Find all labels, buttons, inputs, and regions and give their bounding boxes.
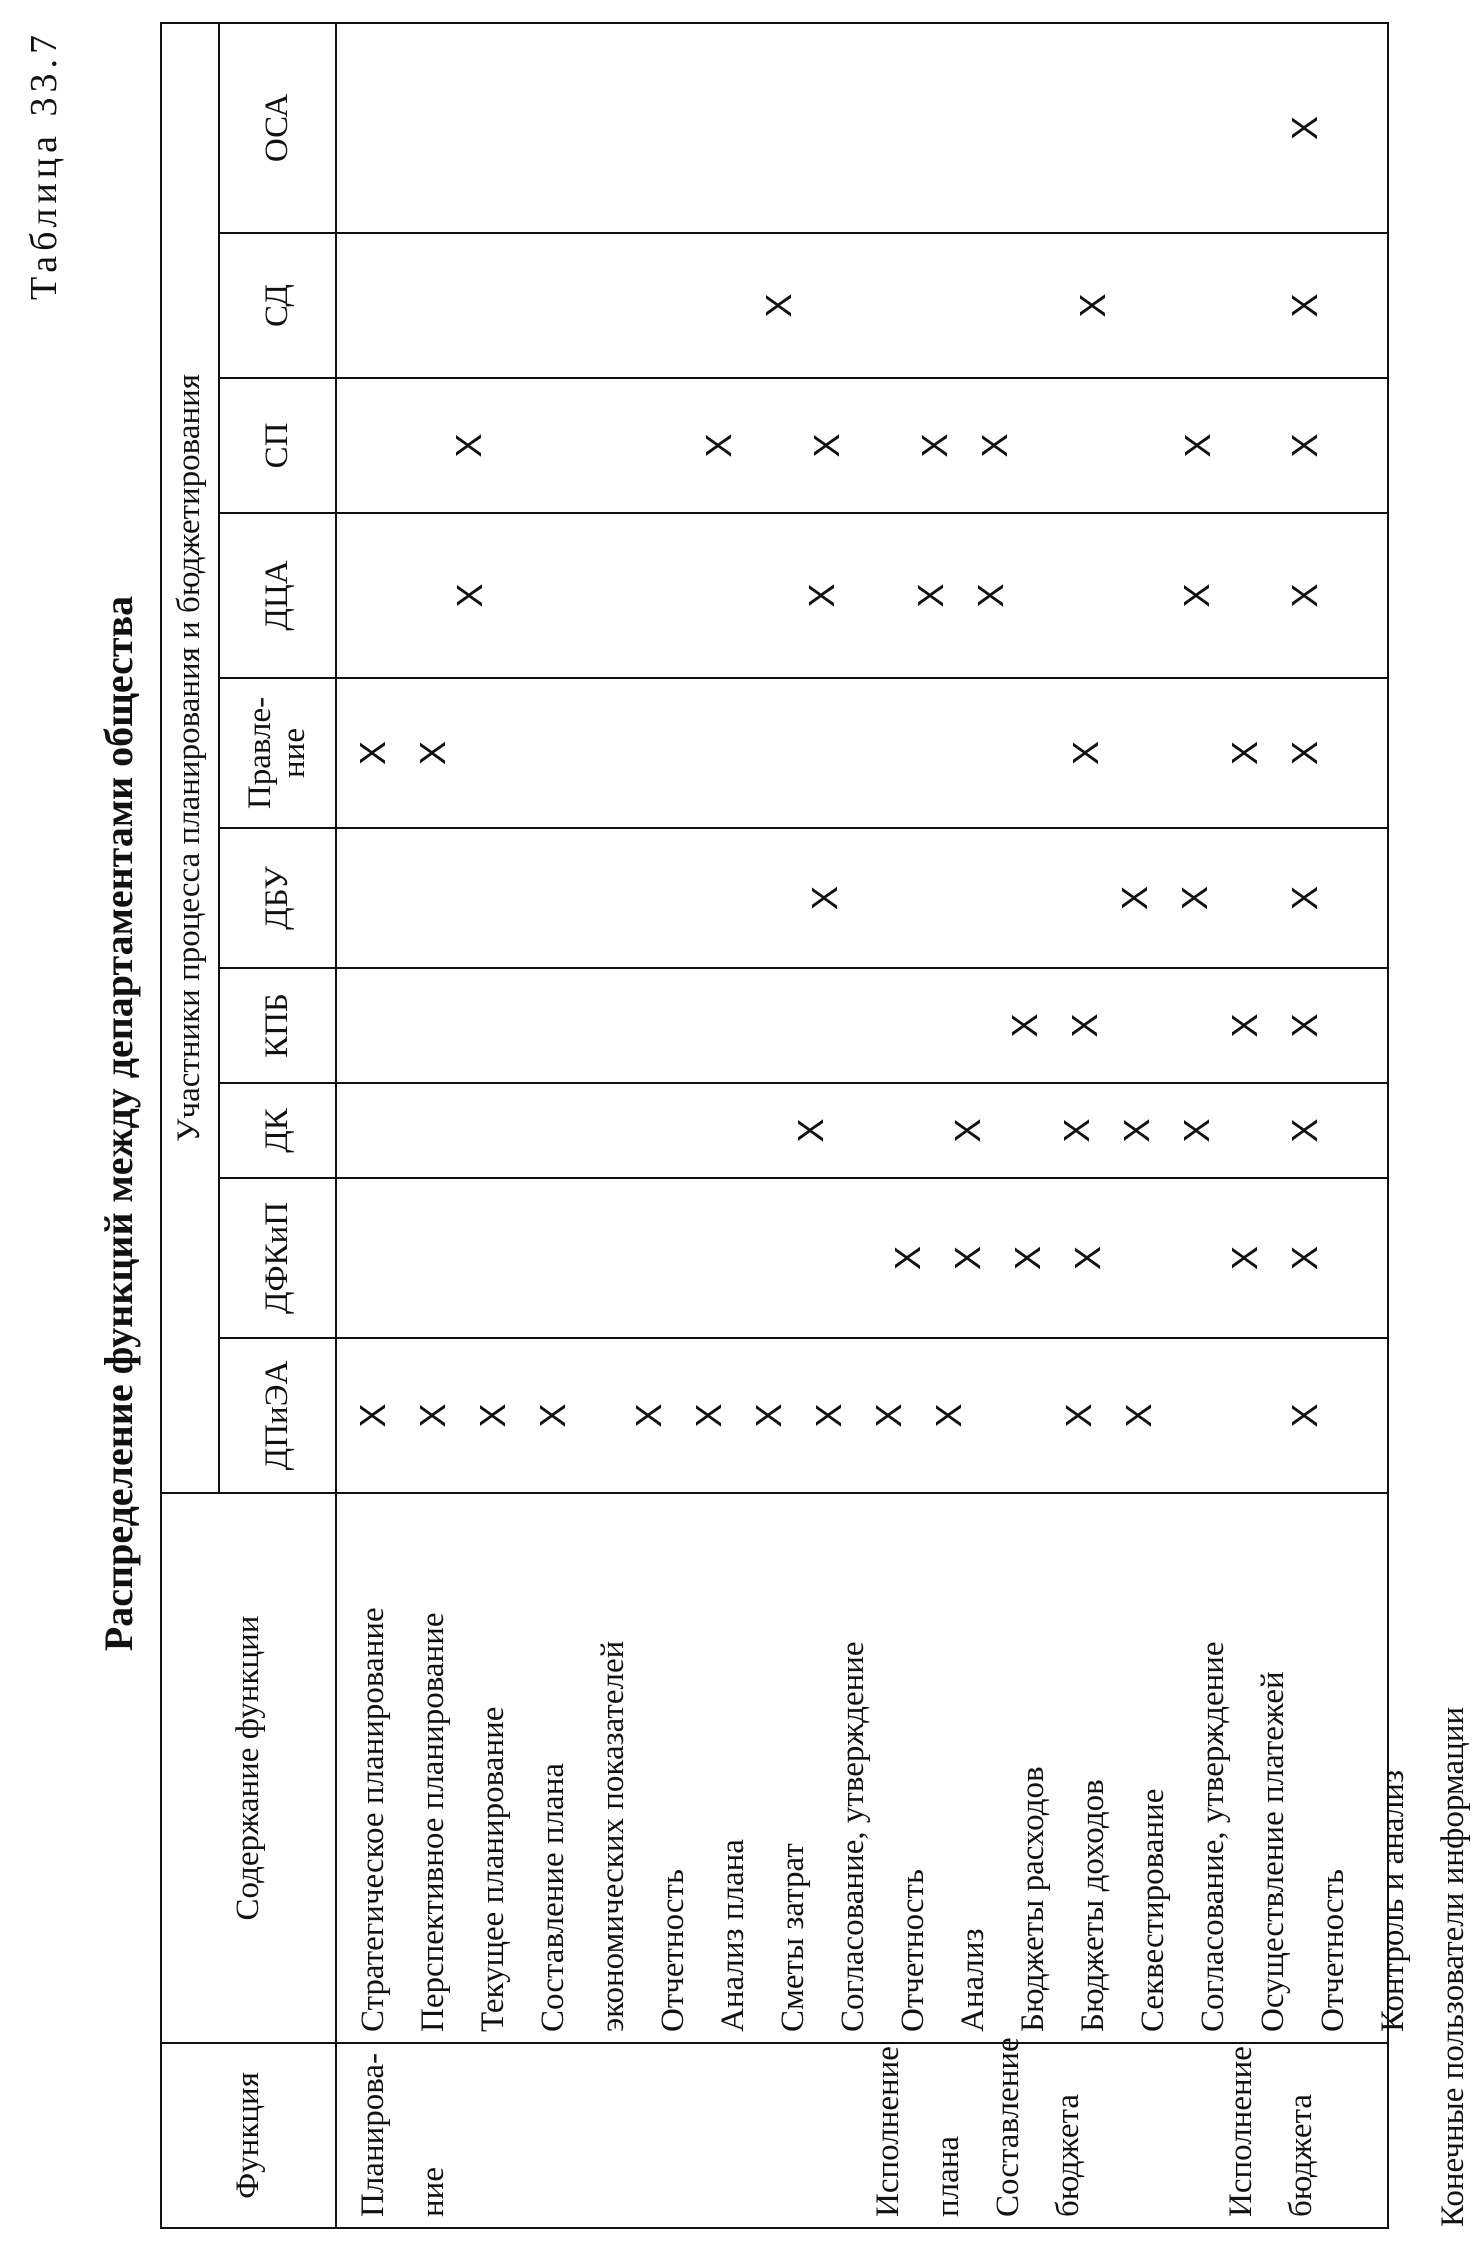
mark-cell <box>444 969 494 1082</box>
function-content-line: Анализ плана <box>715 1839 752 2032</box>
header-content: Содержание функции <box>161 1493 336 2043</box>
column-header: СД <box>219 233 337 378</box>
mark-cell <box>1118 514 1167 677</box>
mark-cell <box>644 969 694 1082</box>
mark-cell: X <box>1058 1403 1100 1428</box>
mark-cell <box>513 679 562 827</box>
mark-cell <box>744 514 793 677</box>
mark-cell <box>684 1179 733 1337</box>
mark-column <box>336 233 1388 378</box>
mark-cell <box>957 679 1006 827</box>
mark-cell <box>1116 679 1165 827</box>
mark-cell <box>1167 1179 1216 1337</box>
mark-cell <box>1021 514 1070 677</box>
mark-cell <box>635 1179 684 1337</box>
mark-cell: X <box>1115 1118 1157 1143</box>
mark-cell: X <box>352 1403 394 1428</box>
mark-cell: X <box>969 583 1011 608</box>
mark-cell <box>965 24 1017 232</box>
mark-cell <box>661 679 710 827</box>
mark-cell <box>889 1084 938 1177</box>
function-content-line: экономических показателей <box>595 1640 632 2032</box>
mark-cell <box>549 514 598 677</box>
mark-cell <box>1012 234 1063 377</box>
mark-cell: X <box>1224 1013 1266 1038</box>
function-group-label: Планирова- ние <box>355 2052 452 2217</box>
mark-cell: X <box>973 433 1015 458</box>
final-mark-cell: X <box>1284 741 1326 766</box>
mark-cell <box>586 1179 635 1337</box>
mark-column <box>336 1083 1388 1178</box>
distribution-table <box>160 22 1472 2229</box>
function-content-line: Бюджеты расходов <box>1015 1766 1052 2032</box>
mark-cell: X <box>789 1118 831 1143</box>
mark-cell <box>845 969 895 1082</box>
mark-cell <box>809 24 861 232</box>
mark-cell <box>343 379 391 512</box>
mark-column <box>336 23 1388 233</box>
mark-cell <box>1225 234 1276 377</box>
mark-cell <box>392 1179 441 1337</box>
mark-cell: X <box>1004 1013 1046 1038</box>
mark-cell <box>343 24 395 232</box>
mark-cell <box>494 969 544 1082</box>
mark-cell <box>391 379 439 512</box>
mark-cell: X <box>1175 1118 1217 1143</box>
mark-cell <box>499 379 547 512</box>
mark-cell <box>1025 379 1073 512</box>
mark-cell <box>758 24 810 232</box>
mark-cell: X <box>801 583 843 608</box>
mark-cell <box>343 969 393 1082</box>
mark-cell <box>586 1084 635 1177</box>
function-content-line: Бюджеты доходов <box>1075 1779 1112 2032</box>
mark-cell <box>859 679 908 827</box>
mark-cell: X <box>698 433 740 458</box>
function-group-label: Исполнение бюджета <box>1223 2046 1320 2217</box>
mark-cell <box>1227 514 1276 677</box>
function-content-line: Согласование, утверждение <box>1195 1641 1232 2032</box>
final-mark-cell: X <box>1284 1118 1326 1143</box>
function-content-line: Стратегическое планирование <box>355 1607 392 2032</box>
function-groups <box>336 2037 1388 2228</box>
mark-cell: X <box>1006 1246 1048 1271</box>
mark-cell: X <box>913 433 955 458</box>
mark-cell: X <box>1065 741 1107 766</box>
mark-cell <box>550 24 602 232</box>
mark-cell <box>440 1084 489 1177</box>
final-mark-cell: X <box>1284 1246 1326 1271</box>
mark-cell <box>1224 24 1276 232</box>
mark-cell <box>393 829 443 967</box>
function-content-line: Осуществление платежей <box>1255 1671 1292 2032</box>
mark-cell <box>392 1084 441 1177</box>
mark-cell <box>955 829 1005 967</box>
mark-cell: X <box>1174 886 1216 911</box>
mark-cell <box>684 1084 733 1177</box>
mark-cell: X <box>946 1246 988 1271</box>
mark-cell <box>1007 679 1056 827</box>
mark-cell <box>706 24 758 232</box>
mark-cell <box>602 24 654 232</box>
function-content-line: Составление плана <box>535 1762 572 2032</box>
mark-cell <box>1169 1339 1204 1492</box>
function-content-line: Отчетность <box>895 1868 932 2032</box>
mark-cell <box>913 24 965 232</box>
final-mark-cell: X <box>1284 1013 1326 1038</box>
column-header: ДПиЭА <box>219 1338 337 1493</box>
mark-cell <box>710 679 759 827</box>
mark-cell <box>1072 379 1120 512</box>
column-header: Правле- ние <box>219 678 337 828</box>
mark-cell <box>343 829 393 967</box>
mark-cell <box>544 969 594 1082</box>
mark-cell: X <box>1066 1246 1108 1271</box>
mark-cell <box>1165 969 1215 1082</box>
mark-cell <box>500 514 549 677</box>
mark-column <box>336 378 1388 513</box>
mark-cell: X <box>805 433 847 458</box>
column-header: ДФКиП <box>219 1178 337 1338</box>
mark-column <box>336 968 1388 1083</box>
mark-cell <box>1172 24 1224 232</box>
mark-column <box>336 1338 1388 1493</box>
mark-cell <box>744 829 794 967</box>
mark-cell <box>1005 829 1055 967</box>
mark-cell <box>749 379 797 512</box>
function-content-line: Текущее планирование <box>475 1706 512 2032</box>
mark-cell <box>695 514 744 677</box>
mark-cell <box>809 679 858 827</box>
mark-cell <box>1016 24 1068 232</box>
mark-cell <box>440 1179 489 1337</box>
mark-cell <box>908 679 957 827</box>
table-number: Таблица 33.7 <box>23 30 65 301</box>
mark-cell <box>648 234 699 377</box>
function-content-line: Анализ <box>955 1928 992 2032</box>
function-content-line: Перспективное планирование <box>415 1612 452 2032</box>
mark-cell <box>1069 514 1118 677</box>
mark-cell: X <box>867 1403 909 1428</box>
mark-cell <box>911 234 962 377</box>
column-header: ДЦА <box>219 513 337 678</box>
mark-cell <box>732 1179 781 1337</box>
mark-cell <box>444 829 494 967</box>
mark-cell: X <box>807 1403 849 1428</box>
mark-cell: X <box>1114 886 1156 911</box>
mark-cell <box>343 1084 392 1177</box>
column-header: КПБ <box>219 968 337 1083</box>
mark-cell: X <box>449 583 491 608</box>
mark-column <box>336 828 1388 968</box>
table-title: Распределение функций между департаментами общества <box>96 595 141 1652</box>
mark-cell <box>597 234 648 377</box>
final-mark-cell: X <box>1284 583 1326 608</box>
mark-cell <box>583 1339 618 1492</box>
mark-cell <box>544 829 594 967</box>
function-content-line: Согласование, утверждение <box>835 1641 872 2032</box>
mark-cell <box>1115 969 1165 1082</box>
final-mark-cell: X <box>1284 1403 1326 1428</box>
mark-cell <box>945 969 995 1082</box>
mark-cell: X <box>909 583 951 608</box>
mark-cell: X <box>472 1403 514 1428</box>
mark-cell: X <box>627 1403 669 1428</box>
mark-cell <box>496 234 547 377</box>
mark-cell <box>861 24 913 232</box>
mark-cell <box>1068 24 1120 232</box>
mark-cell <box>489 1179 538 1337</box>
mark-cell <box>562 679 611 827</box>
mark-cell <box>905 829 955 967</box>
mark-cell <box>343 1179 392 1337</box>
mark-cell <box>392 514 441 677</box>
mark-cell: X <box>1175 583 1217 608</box>
mark-cell <box>447 24 499 232</box>
final-mark-cell: X <box>1284 293 1326 318</box>
mark-cell <box>1227 1084 1276 1177</box>
mark-cell: X <box>447 433 489 458</box>
mark-cell <box>1055 829 1105 967</box>
mark-cell: X <box>946 1118 988 1143</box>
mark-cell <box>855 829 905 967</box>
mark-cell: X <box>352 741 394 766</box>
mark-cell <box>445 234 496 377</box>
mark-cell <box>594 969 644 1082</box>
mark-cell <box>1228 379 1276 512</box>
mark-column <box>336 678 1388 828</box>
mark-cell <box>463 679 512 827</box>
mark-cell: X <box>747 1403 789 1428</box>
mark-cell: X <box>803 886 845 911</box>
column-header: СП <box>219 378 337 513</box>
mark-cell <box>809 234 860 377</box>
mark-cell: X <box>1224 1246 1266 1271</box>
mark-cell <box>699 234 750 377</box>
mark-cell <box>612 679 661 827</box>
header-participants: Участники процесса планирования и бюджетирования <box>161 23 219 1493</box>
mark-cell: X <box>886 1246 928 1271</box>
mark-cell: X <box>412 741 454 766</box>
mark-cell <box>895 969 945 1082</box>
mark-cell <box>343 514 392 677</box>
function-group-label: Исполнение плана <box>870 2046 967 2217</box>
mark-cell <box>795 969 845 1082</box>
mark-cell <box>1123 234 1174 377</box>
mark-cell: X <box>758 293 800 318</box>
mark-cell <box>546 379 594 512</box>
column-header: ДБУ <box>219 828 337 968</box>
mark-cell <box>646 514 695 677</box>
mark-cell <box>857 379 905 512</box>
mark-cell: X <box>1072 293 1114 318</box>
mark-cell <box>642 379 690 512</box>
mark-cell <box>1205 1339 1240 1492</box>
mark-cell: X <box>1224 741 1266 766</box>
mark-cell <box>998 1084 1047 1177</box>
mark-cell <box>546 234 597 377</box>
mark-cell <box>744 969 794 1082</box>
function-content-line: Контроль и анализ <box>1375 1769 1412 2032</box>
column-header: ДК <box>219 1083 337 1178</box>
function-content-line: Отчетность <box>655 1868 692 2032</box>
mark-cell <box>1118 1179 1167 1337</box>
mark-cell <box>781 1179 830 1337</box>
mark-cell <box>962 234 1013 377</box>
mark-cell <box>494 829 544 967</box>
mark-cell: X <box>1118 1403 1160 1428</box>
mark-cell <box>1240 1339 1275 1492</box>
mark-cell <box>760 679 809 827</box>
mark-cell <box>979 1339 1014 1492</box>
mark-cell <box>1225 829 1275 967</box>
function-content-line: Сметы затрат <box>775 1843 812 2032</box>
mark-cell <box>1120 379 1168 512</box>
mark-cell <box>644 829 694 967</box>
mark-cell <box>1014 1339 1049 1492</box>
mark-cell <box>860 234 911 377</box>
mark-cell: X <box>687 1403 729 1428</box>
mark-cell <box>489 1084 538 1177</box>
mark-cell: X <box>1064 1013 1106 1038</box>
final-mark-cell: X <box>1284 433 1326 458</box>
mark-cell <box>1120 24 1172 232</box>
mark-cell <box>343 234 394 377</box>
mark-cell <box>694 969 744 1082</box>
mark-cell: X <box>927 1403 969 1428</box>
mark-cell <box>598 514 647 677</box>
mark-cell: X <box>412 1403 454 1428</box>
mark-cell <box>499 24 551 232</box>
mark-cell <box>732 1084 781 1177</box>
mark-cell <box>852 514 901 677</box>
function-content-line: Отчетность <box>1315 1868 1352 2032</box>
mark-cell: X <box>1055 1118 1097 1143</box>
mark-column <box>336 513 1388 678</box>
mark-cell <box>1166 679 1215 827</box>
mark-cell <box>841 1084 890 1177</box>
mark-cell <box>1174 234 1225 377</box>
mark-cell <box>395 24 447 232</box>
mark-cell <box>594 829 644 967</box>
function-content-line: Секвестирование <box>1135 1788 1172 2032</box>
mark-cell <box>594 379 642 512</box>
final-row-label: Конечные пользователи информации <box>1435 1706 1472 2227</box>
mark-column <box>336 1178 1388 1338</box>
final-mark-cell: X <box>1284 886 1326 911</box>
mark-cell <box>829 1179 878 1337</box>
mark-cell: X <box>532 1403 574 1428</box>
mark-cell <box>654 24 706 232</box>
mark-cell <box>393 969 443 1082</box>
function-group-label: Составление бюджета <box>990 2037 1087 2217</box>
final-mark-cell: X <box>1284 115 1326 140</box>
header-function: Функция <box>161 2043 336 2228</box>
column-header: ОСА <box>219 23 337 233</box>
mark-cell <box>394 234 445 377</box>
mark-cell: X <box>1176 433 1218 458</box>
mark-cell <box>538 1084 587 1177</box>
mark-cell <box>694 829 744 967</box>
mark-cell <box>538 1179 587 1337</box>
mark-cell <box>635 1084 684 1177</box>
